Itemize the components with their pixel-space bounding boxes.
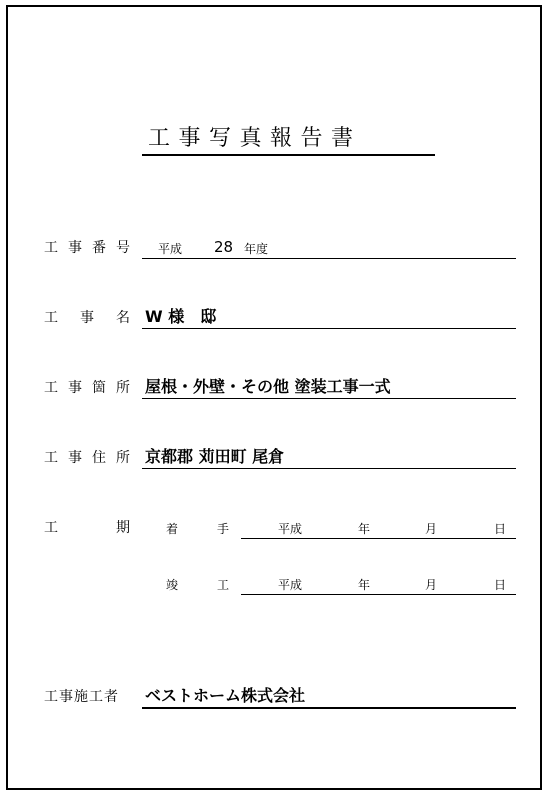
construction-address-value: 京都郡 苅田町 尾倉 bbox=[145, 447, 285, 466]
period-start-day: 日 bbox=[494, 522, 507, 536]
construction-address-underline bbox=[142, 468, 516, 469]
construction-location-value: 屋根・外壁・その他 塗装工事一式 bbox=[145, 377, 391, 396]
construction-number-year: 28 bbox=[214, 238, 234, 256]
construction-number-era: 平成 bbox=[158, 242, 183, 256]
period-start-underline bbox=[241, 538, 516, 539]
construction-name-value: W 様 邸 bbox=[145, 307, 217, 326]
construction-number-year-suffix: 年度 bbox=[244, 242, 269, 256]
period-end-month: 月 bbox=[425, 578, 438, 592]
period-end-underline bbox=[241, 594, 516, 595]
construction-address-label: 工 事 住 所 bbox=[44, 450, 130, 466]
period-end-day: 日 bbox=[494, 578, 507, 592]
period-end-label-2: 工 bbox=[217, 578, 230, 592]
construction-number-label: 工 事 番 号 bbox=[44, 240, 130, 256]
contractor-label: 工事施工者 bbox=[44, 689, 119, 705]
period-end-year: 年 bbox=[358, 578, 371, 592]
period-start-label-2: 手 bbox=[217, 522, 230, 536]
construction-period-label: 工 期 bbox=[44, 520, 130, 536]
construction-name-label: 工 事 名 bbox=[44, 310, 130, 326]
period-end-era: 平成 bbox=[278, 578, 303, 592]
period-start-label-1: 着 bbox=[166, 522, 179, 536]
construction-location-label: 工 事 箇 所 bbox=[44, 380, 130, 396]
construction-location-underline bbox=[142, 398, 516, 399]
contractor-value: ベストホーム株式会社 bbox=[145, 686, 306, 705]
construction-name-underline bbox=[142, 328, 516, 329]
contractor-underline bbox=[142, 707, 516, 709]
period-start-month: 月 bbox=[425, 522, 438, 536]
period-end-label-1: 竣 bbox=[166, 578, 179, 592]
document-title: 工事写真報告書 bbox=[142, 124, 435, 156]
period-start-era: 平成 bbox=[278, 522, 303, 536]
period-start-year: 年 bbox=[358, 522, 371, 536]
construction-number-underline bbox=[142, 258, 516, 259]
